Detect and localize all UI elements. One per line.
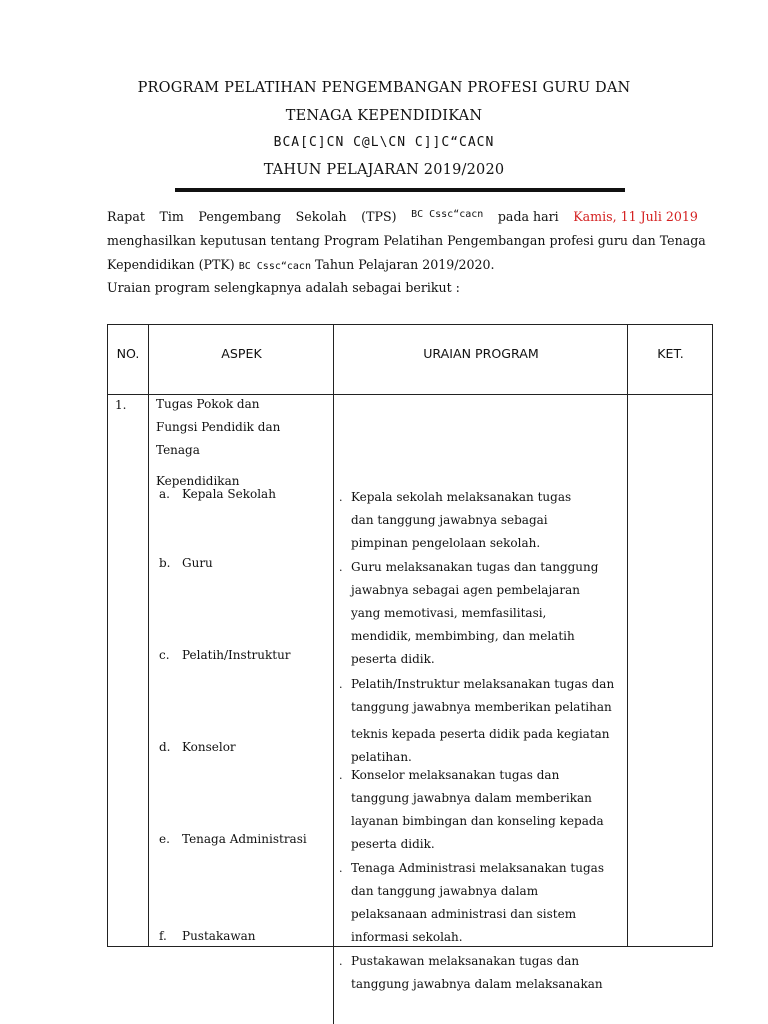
aspect-item — [159, 832, 307, 846]
table-col-divider — [148, 324, 149, 947]
aspect-letter: f. — [159, 929, 167, 943]
aspect-label: Kepala Sekolah — [182, 487, 276, 501]
header-rule — [175, 188, 625, 192]
program-line: dan tanggung jawabnya dalam — [351, 884, 539, 898]
table-col-divider — [627, 324, 628, 947]
program-line: peserta didik. — [351, 652, 435, 666]
program-line: dan tanggung jawabnya sebagai — [351, 513, 548, 527]
table-border-top — [107, 324, 713, 325]
program-line: Pustakawan melaksanakan tugas dan — [351, 954, 580, 968]
intro-school-name-2: BC Cssc“cacn — [238, 261, 311, 272]
bullet-icon: . — [339, 678, 343, 691]
table-col-divider — [333, 324, 334, 947]
aspect-letter: e. — [159, 832, 170, 846]
program-description — [339, 556, 599, 671]
meeting-date: Kamis, 11 Juli 2019 — [573, 209, 698, 224]
table-border-left — [107, 324, 108, 947]
header-aspek: ASPEK — [221, 346, 262, 361]
program-line: Guru melaksanakan tugas dan tanggung — [351, 560, 599, 574]
aspect-label: Pustakawan — [182, 929, 256, 943]
program-line: tanggung jawabnya dalam memberikan — [351, 791, 592, 805]
aspect-label: Pelatih/Instruktur — [182, 648, 291, 662]
row-number: 1. — [115, 398, 127, 412]
program-description — [339, 857, 604, 949]
aspect-item — [159, 556, 213, 570]
program-line: Tenaga Administrasi melaksanakan tugas — [351, 861, 604, 875]
header-uraian-program: URAIAN PROGRAM — [423, 346, 539, 361]
table-col-divider-continued — [333, 947, 334, 1024]
header-no: NO. — [116, 346, 140, 361]
aspect-letter: b. — [159, 556, 171, 570]
program-line: Kepala sekolah melaksanakan tugas — [351, 490, 572, 504]
bullet-icon: . — [339, 862, 343, 875]
program-line: yang memotivasi, memfasilitasi, — [351, 606, 547, 620]
aspect-heading-line: Kependidikan — [156, 474, 240, 488]
program-line: tanggung jawabnya memberikan pelatihan — [351, 700, 612, 714]
program-line: tanggung jawabnya dalam melaksanakan — [351, 977, 603, 991]
program-line: peserta didik. — [351, 837, 435, 851]
academic-year-line: TAHUN PELAJARAN 2019/2020 — [263, 162, 505, 178]
intro-word: Pengembang — [198, 209, 282, 224]
aspect-item — [159, 487, 276, 501]
program-line: jawabnya sebagai agen pembelajaran — [351, 583, 580, 597]
intro-word: Tim — [159, 209, 184, 224]
bullet-icon: . — [339, 491, 343, 504]
program-line: pelaksanaan administrasi dan sistem — [351, 907, 577, 921]
aspect-item — [159, 929, 256, 943]
aspect-item — [159, 648, 291, 662]
aspect-letter: d. — [159, 740, 171, 754]
school-name-line: BCA[C]CN C@L\CN C]]C“CACN — [273, 135, 495, 150]
bullet-icon: . — [339, 561, 343, 574]
program-description — [339, 764, 604, 856]
intro-school-name: BC Cssc“cacn — [411, 209, 484, 220]
intro-mid-text: pada hari — [497, 209, 559, 224]
header-ket: KET. — [657, 346, 684, 361]
aspect-letter: a. — [159, 487, 170, 501]
aspect-heading-line: Tugas Pokok dan — [156, 397, 260, 411]
aspect-heading-line: Fungsi Pendidik dan — [156, 420, 281, 434]
aspect-label: Konselor — [182, 740, 236, 754]
program-line: layanan bimbingan dan konseling kepada — [351, 814, 604, 828]
bullet-icon: . — [339, 955, 343, 968]
program-description — [339, 486, 572, 555]
aspect-item — [159, 740, 236, 754]
bullet-icon: . — [339, 769, 343, 782]
aspect-label: Guru — [182, 556, 213, 570]
program-line: mendidik, membimbing, dan melatih — [351, 629, 575, 643]
intro-word: Sekolah — [295, 209, 347, 224]
intro-line-3 — [107, 257, 495, 272]
aspect-letter: c. — [159, 648, 170, 662]
document-title-line-1: PROGRAM PELATIHAN PENGEMBANGAN PROFESI GURU DAN — [137, 80, 631, 96]
table-border-right — [712, 324, 713, 947]
program-line: Pelatih/Instruktur melaksanakan tugas dan — [351, 677, 615, 691]
aspect-heading-line: Tenaga — [156, 443, 200, 457]
intro-line-2: menghasilkan keputusan tentang Program Pelatihan Pengembangan profesi guru dan Tenaga — [107, 233, 706, 248]
aspect-label: Tenaga Administrasi — [182, 832, 307, 846]
program-line: pimpinan pengelolaan sekolah. — [351, 536, 541, 550]
document-title-line-2: TENAGA KEPENDIDIKAN — [285, 108, 483, 124]
program-line: teknis kepada peserta didik pada kegiatan — [351, 727, 610, 741]
intro-word: Rapat — [107, 209, 145, 224]
aspect-heading — [156, 393, 280, 493]
program-description — [339, 673, 615, 769]
intro-line-1 — [107, 209, 698, 224]
intro-line-3-b: Tahun Pelajaran 2019/2020. — [314, 257, 495, 272]
program-table — [107, 324, 713, 947]
program-line: informasi sekolah. — [351, 930, 463, 944]
intro-line-3-a: Kependidikan (PTK) — [107, 257, 235, 272]
intro-word: (TPS) — [361, 209, 397, 224]
program-line: Konselor melaksanakan tugas dan — [351, 768, 560, 782]
program-description — [339, 950, 603, 996]
intro-line-4: Uraian program selengkapnya adalah sebagai berikut : — [107, 280, 460, 295]
program-line: pelatihan. — [351, 750, 412, 764]
